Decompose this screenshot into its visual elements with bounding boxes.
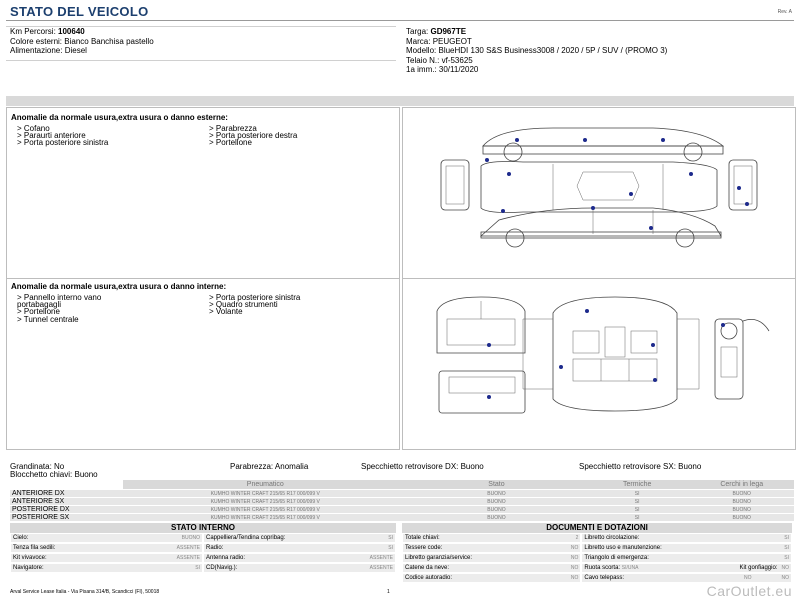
damage-marker: [653, 378, 657, 382]
list-item: Libretto garanzia/service: NO: [402, 553, 581, 563]
list-item: Radio: SI: [203, 543, 396, 553]
info-left-box: [6, 26, 396, 61]
title-divider: [6, 20, 794, 21]
damage-item: > Volante: [209, 307, 243, 317]
list-item: Navigatore: SI: [10, 563, 203, 573]
hail-status: Grandinata: No: [10, 462, 65, 471]
internal-state-title: STATO INTERNO: [10, 523, 396, 533]
damage-item: > Porta posteriore sinistra: [209, 293, 301, 302]
damage-marker: [487, 343, 491, 347]
rear-view: [729, 160, 757, 210]
page-number: 1: [387, 589, 390, 595]
list-item: Kit vivavoce: ASSENTE: [10, 553, 203, 563]
rims-col-header: Cerchi in lega: [689, 480, 794, 490]
front-view: [441, 160, 469, 210]
damage-marker: [649, 226, 653, 230]
damage-item: > Pannello interno vano: [17, 293, 102, 302]
info-row-plate: Targa: GD967TE: [406, 27, 467, 36]
table-row: POSTERIORE DX KUMHO WINTER CRAFT 215/65 R17 000/099 V BUONO SI BUONO: [10, 506, 794, 514]
internal-damage-heading: Anomalie da normale usura,extra usura o danno interne:: [11, 282, 227, 291]
mirror-sx-status: Specchietto retrovisore SX: Buono: [579, 462, 702, 471]
damage-item: portabagagli: [17, 300, 62, 310]
car-top-view-roof: [483, 128, 723, 146]
damage-marker: [515, 138, 519, 142]
damage-item: > Paraurti anteriore: [17, 131, 86, 141]
list-item: Codice autoradio: NO: [402, 573, 581, 583]
external-damage-list-2: [209, 125, 297, 147]
external-damage-panel: [6, 107, 400, 279]
car-interior-diagram: [403, 279, 795, 449]
external-diagram-panel: [402, 107, 796, 279]
internal-damage-panel: [6, 278, 400, 450]
state-col-header: Stato: [408, 480, 585, 490]
list-item: Cavo telepass: NO NO: [581, 573, 792, 583]
list-item: Cappelliera/Tendina copribag: SI: [203, 533, 396, 543]
damage-marker: [559, 365, 563, 369]
documents-col-2: [581, 533, 792, 583]
internal-state-col-1: [10, 533, 203, 573]
external-damage-heading: Anomalie da normale usura,extra usura o danno esterne:: [11, 113, 228, 122]
list-item: Tenza fila sedili: ASSENTE: [10, 543, 203, 553]
damage-marker: [721, 323, 725, 327]
damage-marker: [737, 186, 741, 190]
info-row-chassis: Telaio N.: vf-53625: [406, 55, 473, 65]
info-row-brand: Marca: PEUGEOT: [406, 36, 472, 46]
internal-diagram-panel: [402, 278, 796, 450]
damage-item: > Parabrezza: [209, 124, 257, 133]
thermal-col-header: Termiche: [585, 480, 690, 490]
documents-title: DOCUMENTI E DOTAZIONI: [402, 523, 792, 533]
section-band: [6, 96, 794, 106]
windshield-status: Parabrezza: Anomalia: [230, 462, 309, 471]
info-row-color: Colore esterni: Bianco Banchisa pastello: [10, 36, 154, 46]
info-row-km: Km Percorsi: 100640: [10, 27, 85, 36]
list-item: Libretto circolazione: SI: [581, 533, 792, 543]
internal-state-section: [10, 523, 396, 573]
damage-item: > Quadro strumenti: [209, 300, 278, 310]
documents-section: [402, 523, 792, 583]
internal-damage-list-2: [209, 294, 300, 316]
list-item: CD(Navig.): ASSENTE: [203, 563, 396, 573]
internal-state-col-2: [203, 533, 396, 573]
internal-damage-list-1: [17, 294, 101, 323]
damage-marker: [585, 309, 589, 313]
watermark-logo: CarOutlet.eu: [706, 583, 792, 599]
list-item: Libretto uso e manutenzione: SI: [581, 543, 792, 553]
damage-item: > Portellone: [17, 307, 60, 317]
documents-col-1: [402, 533, 581, 583]
mirror-dx-status: Specchietto retrovisore DX: Buono: [361, 462, 484, 471]
key-block-status: Blocchetto chiavi: Buono: [10, 470, 98, 479]
damage-item: > Portellone: [209, 138, 252, 148]
info-row-fuel: Alimentazione: Diesel: [10, 46, 87, 55]
tyres-header-row: [10, 480, 794, 490]
table-row: ANTERIORE DX KUMHO WINTER CRAFT 215/65 R17 000/099 V BUONO SI BUONO: [10, 490, 794, 498]
info-row-registration: 1a imm.: 30/11/2020: [406, 65, 479, 74]
list-item: Antenna radio: ASSENTE: [203, 553, 396, 563]
footer-company: Arval Service Lease Italia - Via Pisana 314/B, Scandicci (FI), 50018: [10, 589, 160, 595]
damage-item: > Cofano: [17, 124, 50, 133]
car-exterior-diagram: [403, 108, 795, 278]
page-title: STATO DEL VEICOLO: [10, 4, 149, 19]
damage-item: > Porta posteriore destra: [209, 131, 298, 141]
info-row-model: Modello: BlueHDI 130 S&S Business3008 / 2020 / 5P / SUV / (PROMO 3): [406, 46, 668, 55]
tailgate-view: [439, 371, 525, 413]
external-damage-list-1: [17, 125, 108, 147]
tyre-col-header: Pneumatico: [123, 480, 408, 490]
table-row: POSTERIORE SX KUMHO WINTER CRAFT 215/65 R17 000/099 V BUONO SI BUONO: [10, 514, 794, 522]
damage-item: > Tunnel centrale: [17, 314, 79, 324]
car-plan-view: [481, 162, 717, 213]
list-item: Ruota scorta: SI/UNA NO Kit gonfiaggio:: [581, 563, 792, 573]
list-item: Totale chiavi: 2: [402, 533, 581, 543]
damage-marker: [501, 209, 505, 213]
table-row: ANTERIORE SX KUMHO WINTER CRAFT 215/65 R17 000/099 V BUONO SI BUONO: [10, 498, 794, 506]
damage-marker: [591, 206, 595, 210]
list-item: Tessere code: NO: [402, 543, 581, 553]
dashboard-view: [715, 319, 743, 399]
revision-label: Rev. A: [777, 9, 792, 15]
damage-marker: [629, 192, 633, 196]
damage-marker: [487, 395, 491, 399]
list-item: Triangolo di emergenza: SI: [581, 553, 792, 563]
vehicle-info-right: [406, 27, 794, 75]
damage-marker: [745, 202, 749, 206]
damage-item: > Porta posteriore sinistra: [17, 138, 109, 148]
damage-marker: [583, 138, 587, 142]
damage-marker: [661, 138, 665, 142]
damage-marker: [689, 172, 693, 176]
list-item: Cielo: BUONO: [10, 533, 203, 543]
cabin-plan-view: [553, 297, 677, 411]
damage-marker: [485, 158, 489, 162]
damage-marker: [507, 172, 511, 176]
damage-marker: [651, 343, 655, 347]
tyres-table: [10, 480, 794, 522]
list-item: Catene da neve: NO: [402, 563, 581, 573]
